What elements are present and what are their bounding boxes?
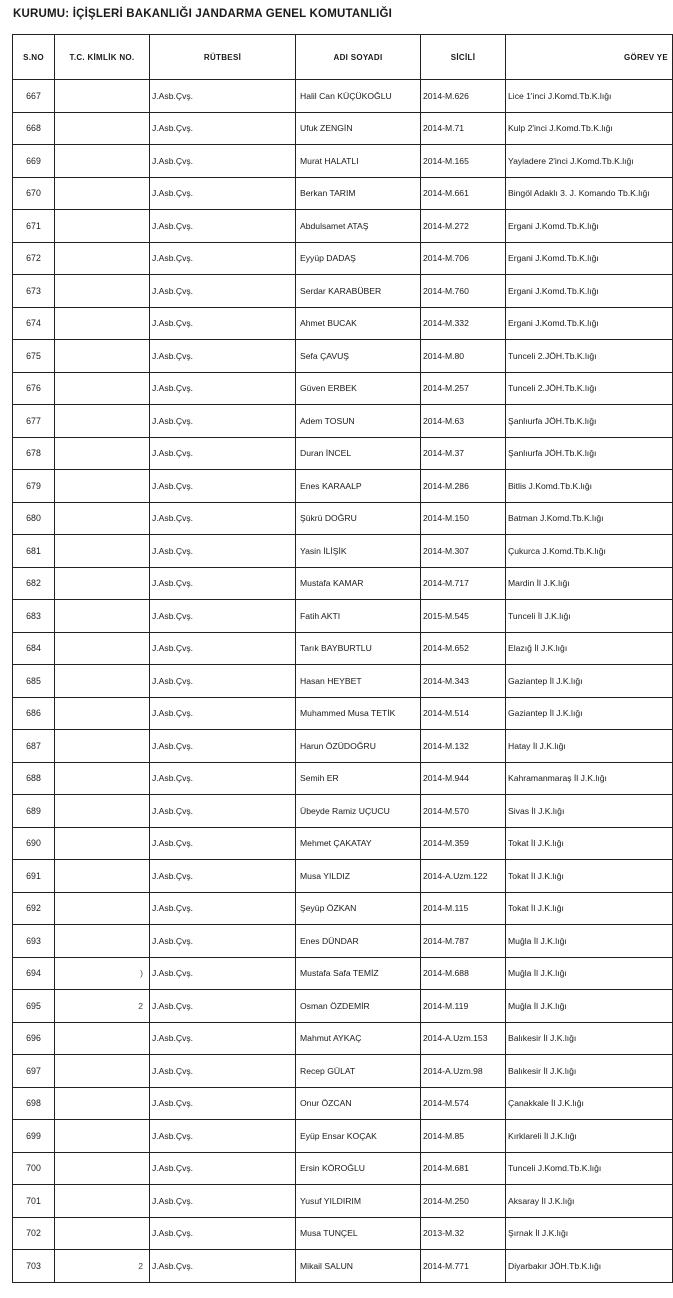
table-row: [13, 275, 673, 308]
cell-tc-kimlik: [55, 600, 150, 633]
cell-adi-soyadi: Berkan TARIM: [296, 177, 421, 210]
cell-rutbe: J.Asb.Çvş.: [150, 307, 296, 340]
cell-gorev-yeri: Şırnak İl J.K.lığı: [506, 1217, 673, 1250]
table-row: [13, 177, 673, 210]
cell-gorev-yeri: Tokat İl J.K.lığı: [506, 892, 673, 925]
cell-sicili: 2014-M.661: [421, 177, 506, 210]
cell-sno: 681: [13, 535, 55, 568]
cell-sicili: 2014-A.Uzm.122: [421, 860, 506, 893]
cell-tc-kimlik: [55, 275, 150, 308]
table-row: [13, 1185, 673, 1218]
cell-sno: 701: [13, 1185, 55, 1218]
cell-gorev-yeri: Diyarbakır JÖH.Tb.K.lığı: [506, 1250, 673, 1283]
cell-gorev-yeri: Ergani J.Komd.Tb.K.lığı: [506, 210, 673, 243]
table-row: [13, 632, 673, 665]
cell-rutbe: J.Asb.Çvş.: [150, 1087, 296, 1120]
cell-sicili: 2014-M.37: [421, 437, 506, 470]
cell-sicili: 2014-M.717: [421, 567, 506, 600]
cell-gorev-yeri: Kulp 2'inci J.Komd.Tb.K.lığı: [506, 112, 673, 145]
cell-adi-soyadi: Harun ÖZÜDOĞRU: [296, 730, 421, 763]
cell-adi-soyadi: Muhammed Musa TETİK: [296, 697, 421, 730]
cell-sno: 671: [13, 210, 55, 243]
table-row: [13, 1120, 673, 1153]
cell-tc-kimlik: [55, 1055, 150, 1088]
cell-gorev-yeri: Ergani J.Komd.Tb.K.lığı: [506, 242, 673, 275]
cell-tc-kimlik: [55, 567, 150, 600]
cell-adi-soyadi: Eyüp Ensar KOÇAK: [296, 1120, 421, 1153]
cell-rutbe: J.Asb.Çvş.: [150, 535, 296, 568]
cell-sicili: 2015-M.545: [421, 600, 506, 633]
cell-sicili: 2014-M.681: [421, 1152, 506, 1185]
cell-tc-kimlik: [55, 470, 150, 503]
cell-gorev-yeri: Tokat İl J.K.lığı: [506, 860, 673, 893]
cell-sicili: 2014-M.307: [421, 535, 506, 568]
cell-rutbe: J.Asb.Çvş.: [150, 892, 296, 925]
cell-sno: 694: [13, 957, 55, 990]
table-row: [13, 1250, 673, 1283]
cell-gorev-yeri: Ergani J.Komd.Tb.K.lığı: [506, 275, 673, 308]
cell-gorev-yeri: Ergani J.Komd.Tb.K.lığı: [506, 307, 673, 340]
cell-tc-kimlik: [55, 210, 150, 243]
cell-gorev-yeri: Lice 1'inci J.Komd.Tb.K.lığı: [506, 80, 673, 113]
personnel-table: [12, 34, 673, 1283]
personnel-sheet: [12, 34, 672, 1283]
header-gorev-yeri: GÖREV YE: [506, 35, 673, 80]
cell-gorev-yeri: Tunceli 2.JÖH.Tb.K.lığı: [506, 340, 673, 373]
cell-sicili: 2014-M.359: [421, 827, 506, 860]
cell-adi-soyadi: Mehmet ÇAKATAY: [296, 827, 421, 860]
cell-tc-kimlik: [55, 665, 150, 698]
table-row: [13, 1087, 673, 1120]
cell-sicili: 2014-M.63: [421, 405, 506, 438]
table-row: [13, 242, 673, 275]
cell-rutbe: J.Asb.Çvş.: [150, 795, 296, 828]
cell-tc-kimlik: [55, 1185, 150, 1218]
table-row: [13, 795, 673, 828]
cell-gorev-yeri: Şanlıurfa JÖH.Tb.K.lığı: [506, 437, 673, 470]
cell-gorev-yeri: Gaziantep İl J.K.lığı: [506, 665, 673, 698]
cell-sicili: 2014-M.343: [421, 665, 506, 698]
cell-rutbe: J.Asb.Çvş.: [150, 1217, 296, 1250]
cell-gorev-yeri: Bitlis J.Komd.Tb.K.lığı: [506, 470, 673, 503]
cell-rutbe: J.Asb.Çvş.: [150, 145, 296, 178]
cell-rutbe: J.Asb.Çvş.: [150, 925, 296, 958]
cell-sno: 667: [13, 80, 55, 113]
cell-adi-soyadi: Ufuk ZENGİN: [296, 112, 421, 145]
cell-rutbe: J.Asb.Çvş.: [150, 210, 296, 243]
cell-rutbe: J.Asb.Çvş.: [150, 1022, 296, 1055]
table-row: [13, 860, 673, 893]
cell-sno: 685: [13, 665, 55, 698]
cell-tc-kimlik: [55, 730, 150, 763]
cell-tc-kimlik: [55, 892, 150, 925]
cell-sno: 695: [13, 990, 55, 1023]
table-row: [13, 340, 673, 373]
cell-tc-kimlik: [55, 145, 150, 178]
cell-gorev-yeri: Şanlıurfa JÖH.Tb.K.lığı: [506, 405, 673, 438]
cell-tc-kimlik: 2: [55, 1250, 150, 1283]
cell-sno: 678: [13, 437, 55, 470]
header-sicili: SİCİLİ: [421, 35, 506, 80]
header-rutbe: RÜTBESİ: [150, 35, 296, 80]
cell-adi-soyadi: Ahmet BUCAK: [296, 307, 421, 340]
cell-sicili: 2014-A.Uzm.153: [421, 1022, 506, 1055]
cell-sno: 702: [13, 1217, 55, 1250]
cell-tc-kimlik: [55, 827, 150, 860]
cell-sno: 683: [13, 600, 55, 633]
cell-sicili: 2014-M.272: [421, 210, 506, 243]
cell-rutbe: J.Asb.Çvş.: [150, 275, 296, 308]
cell-sicili: 2014-M.250: [421, 1185, 506, 1218]
cell-sicili: 2014-M.570: [421, 795, 506, 828]
cell-tc-kimlik: [55, 112, 150, 145]
cell-adi-soyadi: Mustafa Safa TEMİZ: [296, 957, 421, 990]
cell-adi-soyadi: Mustafa KAMAR: [296, 567, 421, 600]
cell-sicili: 2014-M.787: [421, 925, 506, 958]
cell-tc-kimlik: [55, 632, 150, 665]
cell-rutbe: J.Asb.Çvş.: [150, 242, 296, 275]
cell-tc-kimlik: [55, 405, 150, 438]
table-row: [13, 80, 673, 113]
cell-gorev-yeri: Muğla İl J.K.lığı: [506, 957, 673, 990]
cell-sno: 693: [13, 925, 55, 958]
table-row: [13, 502, 673, 535]
cell-rutbe: J.Asb.Çvş.: [150, 1055, 296, 1088]
table-row: [13, 1055, 673, 1088]
cell-adi-soyadi: Semih ER: [296, 762, 421, 795]
cell-sno: 672: [13, 242, 55, 275]
table-row: [13, 925, 673, 958]
cell-tc-kimlik: [55, 80, 150, 113]
cell-tc-kimlik: [55, 860, 150, 893]
cell-sicili: 2014-M.626: [421, 80, 506, 113]
cell-rutbe: J.Asb.Çvş.: [150, 957, 296, 990]
cell-gorev-yeri: Muğla İl J.K.lığı: [506, 925, 673, 958]
cell-gorev-yeri: Gaziantep İl J.K.lığı: [506, 697, 673, 730]
table-row: [13, 372, 673, 405]
table-row: [13, 535, 673, 568]
table-row: [13, 730, 673, 763]
cell-sicili: 2014-A.Uzm.98: [421, 1055, 506, 1088]
cell-adi-soyadi: Abdulsamet ATAŞ: [296, 210, 421, 243]
cell-sicili: 2014-M.80: [421, 340, 506, 373]
cell-adi-soyadi: Enes DÜNDAR: [296, 925, 421, 958]
cell-sno: 674: [13, 307, 55, 340]
cell-tc-kimlik: [55, 242, 150, 275]
cell-adi-soyadi: Hasan HEYBET: [296, 665, 421, 698]
cell-sno: 703: [13, 1250, 55, 1283]
cell-rutbe: J.Asb.Çvş.: [150, 1250, 296, 1283]
cell-sno: 679: [13, 470, 55, 503]
cell-gorev-yeri: Kahramanmaraş İl J.K.lığı: [506, 762, 673, 795]
table-row: [13, 957, 673, 990]
cell-tc-kimlik: [55, 535, 150, 568]
table-row: [13, 437, 673, 470]
cell-sno: 673: [13, 275, 55, 308]
cell-sno: 699: [13, 1120, 55, 1153]
cell-gorev-yeri: Batman J.Komd.Tb.K.lığı: [506, 502, 673, 535]
cell-sicili: 2014-M.771: [421, 1250, 506, 1283]
cell-sicili: 2014-M.652: [421, 632, 506, 665]
cell-tc-kimlik: [55, 502, 150, 535]
cell-rutbe: J.Asb.Çvş.: [150, 990, 296, 1023]
cell-adi-soyadi: Onur ÖZCAN: [296, 1087, 421, 1120]
table-row: [13, 1022, 673, 1055]
table-row: [13, 145, 673, 178]
cell-sno: 680: [13, 502, 55, 535]
cell-adi-soyadi: Enes KARAALP: [296, 470, 421, 503]
cell-sicili: 2014-M.71: [421, 112, 506, 145]
cell-tc-kimlik: [55, 925, 150, 958]
cell-adi-soyadi: Sefa ÇAVUŞ: [296, 340, 421, 373]
cell-rutbe: J.Asb.Çvş.: [150, 1152, 296, 1185]
cell-gorev-yeri: Çanakkale İl J.K.lığı: [506, 1087, 673, 1120]
cell-sno: 686: [13, 697, 55, 730]
cell-gorev-yeri: Tunceli 2.JÖH.Tb.K.lığı: [506, 372, 673, 405]
cell-adi-soyadi: Tarık BAYBURTLU: [296, 632, 421, 665]
cell-sno: 691: [13, 860, 55, 893]
cell-tc-kimlik: [55, 697, 150, 730]
table-row: [13, 697, 673, 730]
table-row: [13, 567, 673, 600]
cell-sicili: 2014-M.706: [421, 242, 506, 275]
cell-adi-soyadi: Fatih AKTI: [296, 600, 421, 633]
cell-adi-soyadi: Yasin İLİŞİK: [296, 535, 421, 568]
cell-rutbe: J.Asb.Çvş.: [150, 340, 296, 373]
cell-rutbe: J.Asb.Çvş.: [150, 1120, 296, 1153]
table-row: [13, 210, 673, 243]
cell-adi-soyadi: Murat HALATLI: [296, 145, 421, 178]
cell-adi-soyadi: Musa YILDIZ: [296, 860, 421, 893]
cell-gorev-yeri: Hatay İl J.K.lığı: [506, 730, 673, 763]
cell-sno: 676: [13, 372, 55, 405]
cell-tc-kimlik: [55, 307, 150, 340]
cell-adi-soyadi: Musa TUNÇEL: [296, 1217, 421, 1250]
cell-sicili: 2014-M.332: [421, 307, 506, 340]
cell-sno: 668: [13, 112, 55, 145]
table-row: [13, 112, 673, 145]
cell-gorev-yeri: Elazığ İl J.K.lığı: [506, 632, 673, 665]
cell-tc-kimlik: [55, 1217, 150, 1250]
table-row: [13, 470, 673, 503]
page-title: KURUMU: İÇİŞLERİ BAKANLIĞI JANDARMA GENEL KOMUTANLIĞI: [13, 8, 393, 20]
cell-sicili: 2014-M.760: [421, 275, 506, 308]
cell-rutbe: J.Asb.Çvş.: [150, 665, 296, 698]
cell-sicili: 2014-M.85: [421, 1120, 506, 1153]
cell-sno: 688: [13, 762, 55, 795]
table-row: [13, 405, 673, 438]
cell-sicili: 2014-M.257: [421, 372, 506, 405]
cell-gorev-yeri: Aksaray İl J.K.lığı: [506, 1185, 673, 1218]
cell-tc-kimlik: [55, 1022, 150, 1055]
cell-tc-kimlik: [55, 1152, 150, 1185]
cell-adi-soyadi: Şükrü DOĞRU: [296, 502, 421, 535]
cell-rutbe: J.Asb.Çvş.: [150, 372, 296, 405]
table-body: [13, 80, 673, 1283]
header-tc-kimlik: T.C. KİMLİK NO.: [55, 35, 150, 80]
cell-sicili: 2014-M.115: [421, 892, 506, 925]
cell-tc-kimlik: ): [55, 957, 150, 990]
cell-sicili: 2014-M.119: [421, 990, 506, 1023]
cell-rutbe: J.Asb.Çvş.: [150, 470, 296, 503]
table-row: [13, 892, 673, 925]
cell-sicili: 2014-M.286: [421, 470, 506, 503]
cell-sicili: 2014-M.165: [421, 145, 506, 178]
cell-gorev-yeri: Muğla İl J.K.lığı: [506, 990, 673, 1023]
cell-rutbe: J.Asb.Çvş.: [150, 632, 296, 665]
table-row: [13, 1217, 673, 1250]
cell-rutbe: J.Asb.Çvş.: [150, 730, 296, 763]
cell-gorev-yeri: Sivas İl J.K.lığı: [506, 795, 673, 828]
cell-gorev-yeri: Balıkesir İl J.K.lığı: [506, 1022, 673, 1055]
cell-tc-kimlik: [55, 795, 150, 828]
cell-rutbe: J.Asb.Çvş.: [150, 437, 296, 470]
cell-sicili: 2014-M.944: [421, 762, 506, 795]
cell-adi-soyadi: Şeyüp ÖZKAN: [296, 892, 421, 925]
cell-gorev-yeri: Yayladere 2'inci J.Komd.Tb.K.lığı: [506, 145, 673, 178]
cell-gorev-yeri: Mardin İl J.K.lığı: [506, 567, 673, 600]
table-row: [13, 307, 673, 340]
cell-sno: 670: [13, 177, 55, 210]
cell-adi-soyadi: Güven ERBEK: [296, 372, 421, 405]
cell-adi-soyadi: Osman ÖZDEMİR: [296, 990, 421, 1023]
cell-gorev-yeri: Tokat İl J.K.lığı: [506, 827, 673, 860]
cell-sno: 697: [13, 1055, 55, 1088]
cell-gorev-yeri: Kırklareli İl J.K.lığı: [506, 1120, 673, 1153]
table-header-row: [13, 35, 673, 80]
cell-sno: 677: [13, 405, 55, 438]
cell-tc-kimlik: [55, 1087, 150, 1120]
table-row: [13, 600, 673, 633]
cell-adi-soyadi: Yusuf YILDIRIM: [296, 1185, 421, 1218]
table-row: [13, 827, 673, 860]
cell-rutbe: J.Asb.Çvş.: [150, 567, 296, 600]
cell-sicili: 2014-M.150: [421, 502, 506, 535]
cell-rutbe: J.Asb.Çvş.: [150, 502, 296, 535]
table-row: [13, 762, 673, 795]
cell-sno: 698: [13, 1087, 55, 1120]
cell-sno: 692: [13, 892, 55, 925]
cell-rutbe: J.Asb.Çvş.: [150, 600, 296, 633]
cell-rutbe: J.Asb.Çvş.: [150, 860, 296, 893]
cell-sno: 700: [13, 1152, 55, 1185]
cell-rutbe: J.Asb.Çvş.: [150, 1185, 296, 1218]
cell-tc-kimlik: 2: [55, 990, 150, 1023]
cell-tc-kimlik: [55, 1120, 150, 1153]
cell-adi-soyadi: Ersin KÖROĞLU: [296, 1152, 421, 1185]
cell-sno: 687: [13, 730, 55, 763]
cell-gorev-yeri: Balıkesir İl J.K.lığı: [506, 1055, 673, 1088]
cell-rutbe: J.Asb.Çvş.: [150, 697, 296, 730]
cell-rutbe: J.Asb.Çvş.: [150, 177, 296, 210]
cell-adi-soyadi: Adem TOSUN: [296, 405, 421, 438]
cell-sno: 696: [13, 1022, 55, 1055]
cell-sicili: 2014-M.132: [421, 730, 506, 763]
cell-adi-soyadi: Halil Can KÜÇÜKOĞLU: [296, 80, 421, 113]
cell-sicili: 2014-M.514: [421, 697, 506, 730]
cell-gorev-yeri: Tunceli İl J.K.lığı: [506, 600, 673, 633]
cell-sicili: 2014-M.574: [421, 1087, 506, 1120]
cell-adi-soyadi: Mikail SALUN: [296, 1250, 421, 1283]
cell-rutbe: J.Asb.Çvş.: [150, 80, 296, 113]
cell-sno: 675: [13, 340, 55, 373]
cell-sicili: 2013-M.32: [421, 1217, 506, 1250]
header-adi-soyadi: ADI SOYADI: [296, 35, 421, 80]
cell-adi-soyadi: Serdar KARABÜBER: [296, 275, 421, 308]
cell-tc-kimlik: [55, 762, 150, 795]
cell-gorev-yeri: Çukurca J.Komd.Tb.K.lığı: [506, 535, 673, 568]
cell-sno: 689: [13, 795, 55, 828]
header-sno: S.NO: [13, 35, 55, 80]
cell-rutbe: J.Asb.Çvş.: [150, 405, 296, 438]
table-row: [13, 1152, 673, 1185]
cell-sno: 684: [13, 632, 55, 665]
cell-adi-soyadi: Übeyde Ramiz UÇUCU: [296, 795, 421, 828]
cell-gorev-yeri: Bingöl Adaklı 3. J. Komando Tb.K.lığı: [506, 177, 673, 210]
cell-rutbe: J.Asb.Çvş.: [150, 827, 296, 860]
cell-adi-soyadi: Mahmut AYKAÇ: [296, 1022, 421, 1055]
cell-adi-soyadi: Duran İNCEL: [296, 437, 421, 470]
cell-sicili: 2014-M.688: [421, 957, 506, 990]
cell-tc-kimlik: [55, 177, 150, 210]
cell-sno: 682: [13, 567, 55, 600]
cell-adi-soyadi: Eyyüp DADAŞ: [296, 242, 421, 275]
cell-tc-kimlik: [55, 340, 150, 373]
cell-adi-soyadi: Recep GÜLAT: [296, 1055, 421, 1088]
cell-sno: 690: [13, 827, 55, 860]
cell-rutbe: J.Asb.Çvş.: [150, 762, 296, 795]
cell-rutbe: J.Asb.Çvş.: [150, 112, 296, 145]
cell-sno: 669: [13, 145, 55, 178]
cell-tc-kimlik: [55, 372, 150, 405]
table-row: [13, 665, 673, 698]
cell-gorev-yeri: Tunceli J.Komd.Tb.K.lığı: [506, 1152, 673, 1185]
table-row: [13, 990, 673, 1023]
cell-tc-kimlik: [55, 437, 150, 470]
